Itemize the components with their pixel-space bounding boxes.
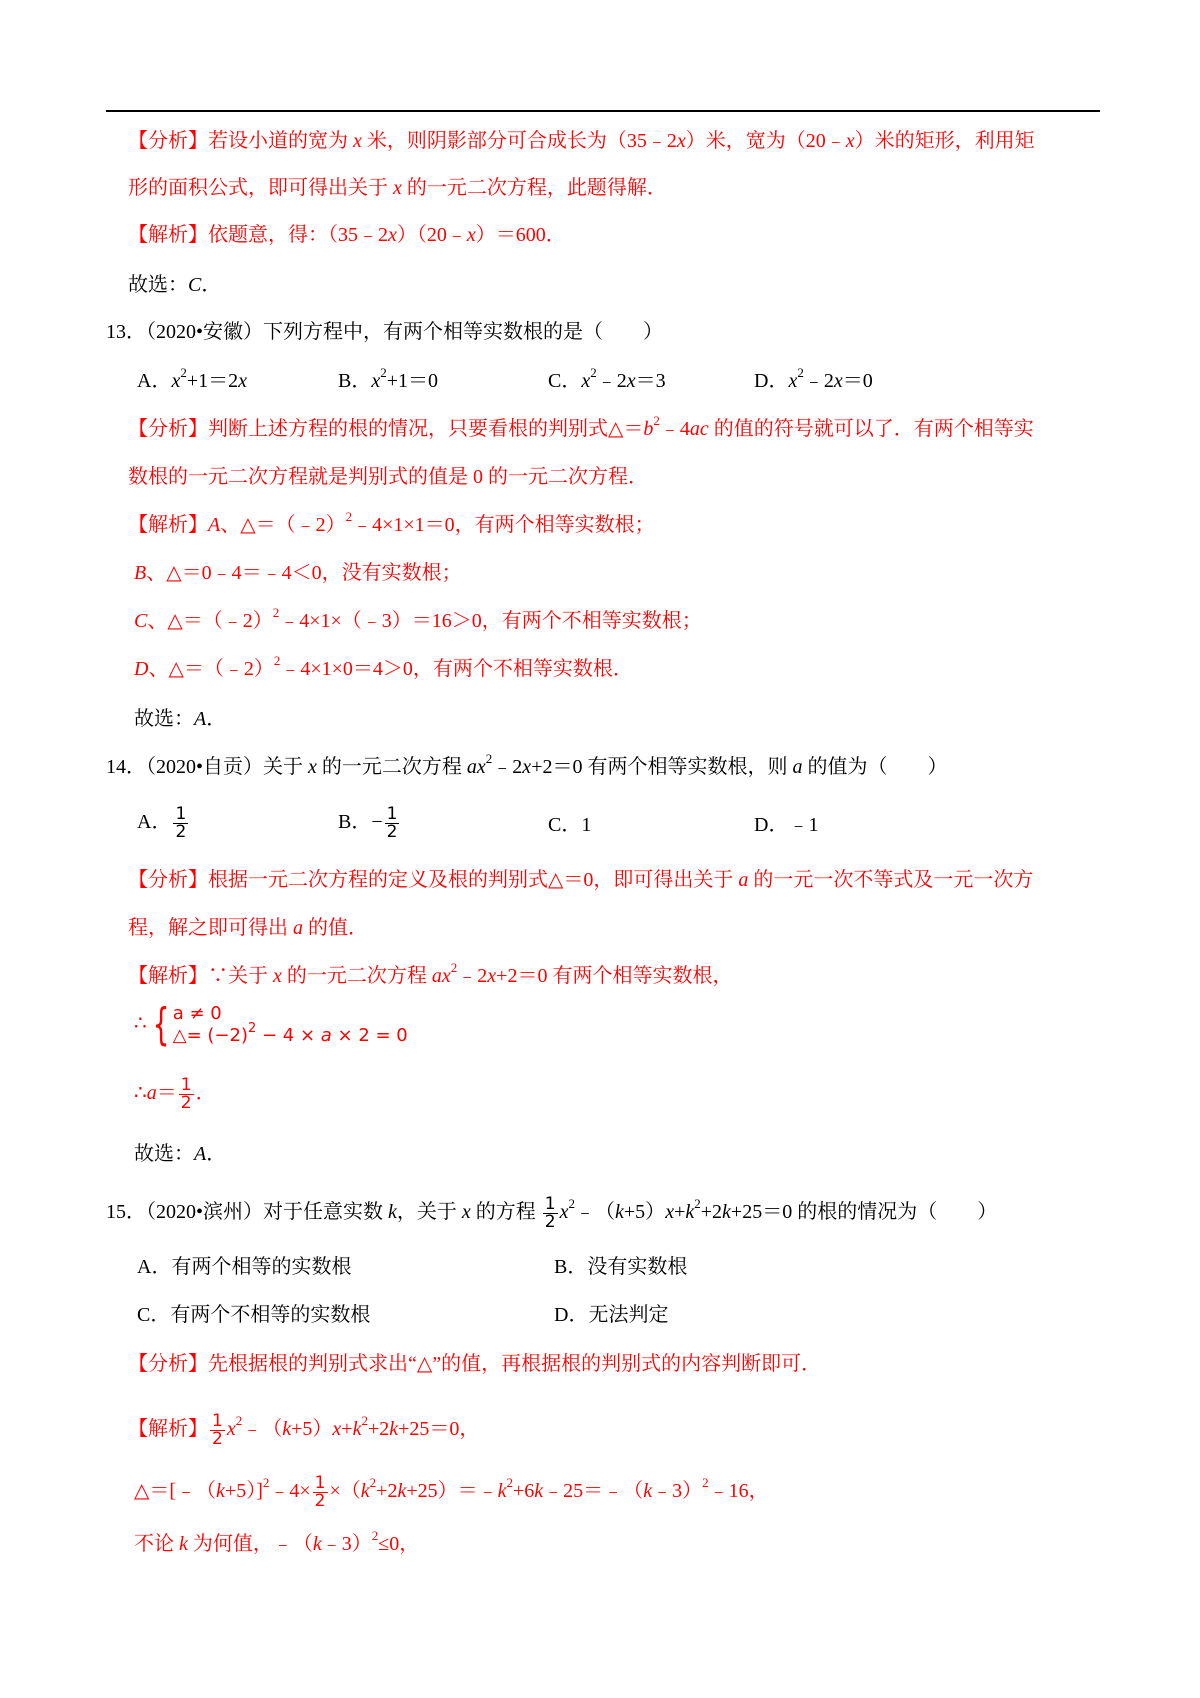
q14-system-row2: △= $(-2)^2 - 4 \times a \times 2 = 0$ bbox=[172, 1021, 408, 1046]
q14-analysis-line1: 【分析】根据一元二次方程的定义及根的判别式△＝0，即可得出关于 a 的一元一次不等式及一元一次方 bbox=[128, 869, 1034, 891]
q13-solution-a: 【解析】A、△＝（﹣2）$^2$﹣4×1×1＝0，有两个相等实数根； bbox=[128, 509, 655, 536]
q13-solution-c: C、△＝（﹣2）$^2$﹣4×1×（﹣3）＝16＞0，有两个不相等实数根； bbox=[134, 605, 702, 632]
q13-option-a: A．$x^2+1=2x$ bbox=[137, 365, 248, 392]
q13-option-c: C．$x^2﹣2x=3$ bbox=[548, 365, 666, 392]
q14-answer: 故选：A． bbox=[134, 1143, 227, 1165]
q13-stem: 13．（2020•安徽）下列方程中，有两个相等实数根的是（ ） bbox=[106, 321, 664, 343]
q15-solution-line3: 不论 k 为何值，﹣（k﹣3）$^2$≤0， bbox=[134, 1528, 420, 1555]
q14-system-row1: a ≠ 0 bbox=[172, 1003, 222, 1024]
q15-option-d: D．无法判定 bbox=[554, 1304, 669, 1326]
q14-option-c: C．1 bbox=[548, 814, 592, 836]
q14-option-b: B．− $\frac{1}{2}$ bbox=[338, 804, 398, 842]
q14-stem: 14．（2020•自贡）关于 x 的一元二次方程 $ax^2﹣2x+2=0$ 有两个相等实数根，则 a 的值为（ ） bbox=[106, 751, 948, 778]
q12-solution: 【解析】依题意，得：（35﹣2x）（20﹣x）＝600． bbox=[128, 224, 566, 246]
q13-analysis-line1: 【分析】判断上述方程的根的情况，只要看根的判别式$\triangle=b^2﹣4ac$ 的值的符号就可以了．有两个相等实 bbox=[128, 413, 1034, 440]
q14-option-d: D．﹣1 bbox=[754, 814, 819, 836]
q15-option-c: C．有两个不相等的实数根 bbox=[137, 1304, 371, 1326]
q13-option-b: B．$x^2+1=0$ bbox=[338, 365, 439, 392]
q14-analysis-line2: 程，解之即可得出 a 的值． bbox=[128, 917, 368, 939]
q13-analysis-line2: 数根的一元二次方程就是判别式的值是 0 的一元二次方程． bbox=[128, 466, 648, 488]
q12-analysis-line1: 【分析】若设小道的宽为 x 米，则阴影部分可合成长为（35﹣2x）米，宽为（20﹣x）米的矩形，利用矩 bbox=[128, 130, 1035, 152]
q15-stem: 15．（2020•滨州）对于任意实数 k，关于 x 的方程 $\frac{1}{2}$ $x^2﹣(k+5)x+k^2+2k+25=0$ 的根的情况为（ ） bbox=[106, 1194, 998, 1232]
q15-option-a: A．有两个相等的实数根 bbox=[137, 1256, 352, 1278]
q15-analysis: 【分析】先根据根的判别式求出“△”的值，再根据根的判别式的内容判断即可． bbox=[128, 1353, 822, 1375]
q14-system: ∴ { a ≠ 0 △= $(-2)^2 - 4 \times a \times 2 = 0$ bbox=[134, 999, 408, 1050]
q15-solution-line1: 【解析】 $\frac{1}{2}$ $x^2﹣(k+5)x+k^2+2k+25=0$， bbox=[128, 1411, 480, 1449]
q14-solution-line1: 【解析】∵关于 x 的一元二次方程 $ax^2﹣2x+2=0$ 有两个相等实数根， bbox=[128, 960, 733, 987]
q14-option-a: A． $\frac{1}{2}$ bbox=[137, 804, 187, 842]
q13-answer: 故选：A． bbox=[134, 708, 227, 730]
q13-solution-d: D、△＝（﹣2）$^2$﹣4×1×0＝4＞0，有两个不相等实数根． bbox=[134, 653, 633, 680]
q15-solution-line2: △＝[﹣（k+5）]$^2$﹣4× $\frac{1}{2}$ $\times(k^2+2k+25)=﹣k^2+6k﹣25=﹣(k﹣3)^2﹣16$， bbox=[134, 1473, 769, 1511]
q12-analysis-line2: 形的面积公式，即可得出关于 x 的一元二次方程，此题得解． bbox=[128, 177, 667, 199]
q12-answer: 故选：C． bbox=[128, 274, 222, 296]
q13-option-d: D．$x^2﹣2x=0$ bbox=[754, 365, 873, 392]
header-rule bbox=[106, 110, 1100, 112]
q15-option-b: B．没有实数根 bbox=[554, 1256, 688, 1278]
q13-solution-b: B、△＝0﹣4＝﹣4＜0，没有实数根； bbox=[134, 562, 462, 584]
q14-solution-result: ∴a＝ $\frac{1}{2}$ ． bbox=[134, 1075, 216, 1113]
